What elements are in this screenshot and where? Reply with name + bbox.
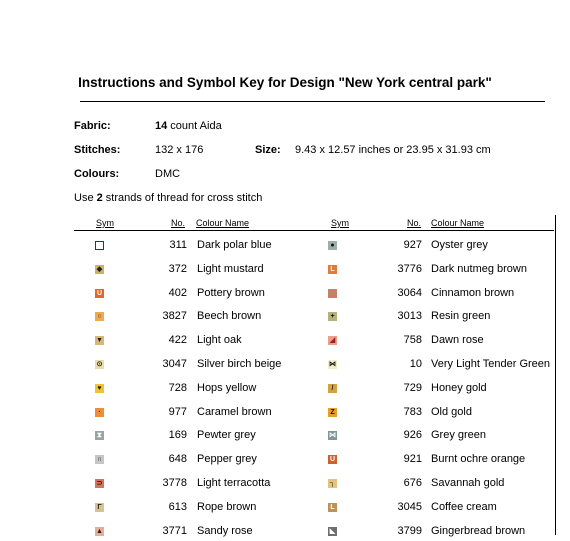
thread-number: 372 xyxy=(168,262,187,275)
thread-number: 977 xyxy=(168,405,187,418)
key-row xyxy=(95,310,320,326)
colour-name: Light mustard xyxy=(197,262,264,275)
colours-value: DMC xyxy=(155,168,181,180)
thread-number: 3799 xyxy=(397,524,422,537)
key-row xyxy=(95,453,320,469)
thread-number: 169 xyxy=(168,429,187,442)
thread-number: 927 xyxy=(403,239,422,251)
colour-name: Hops yellow xyxy=(197,381,257,394)
strand-count: 2 xyxy=(96,192,103,204)
left-sym-header: Sym xyxy=(96,218,114,228)
symbol-swatch: + xyxy=(328,312,337,321)
colour-name: Dark polar blue xyxy=(197,239,272,251)
colour-name: Grey green xyxy=(431,429,487,442)
colour-name: Resin green xyxy=(431,310,491,323)
thread-number: 3776 xyxy=(397,262,422,275)
key-row xyxy=(328,501,560,517)
thread-number: 926 xyxy=(403,429,422,442)
thread-number: 3047 xyxy=(162,358,187,370)
symbol-swatch: L xyxy=(328,265,337,274)
colour-name: Cinnamon brown xyxy=(431,286,515,299)
colour-name: Sandy rose xyxy=(197,524,253,537)
symbol-swatch: ⋈ xyxy=(329,432,336,440)
key-row xyxy=(95,429,320,445)
colour-name: Pepper grey xyxy=(197,453,257,466)
symbol-swatch xyxy=(328,289,337,298)
thread-number: 648 xyxy=(168,453,187,466)
left-name-header: Colour Name xyxy=(196,218,250,228)
key-row xyxy=(328,287,560,303)
colour-name: Light oak xyxy=(197,334,242,347)
fabric-value xyxy=(155,120,222,132)
thread-number: 3778 xyxy=(162,477,187,489)
key-row xyxy=(95,382,320,398)
colour-name: Oyster grey xyxy=(431,239,488,251)
key-row xyxy=(328,358,560,374)
key-row xyxy=(328,239,560,255)
symbol-swatch: / xyxy=(328,384,337,393)
key-row xyxy=(328,477,560,493)
symbol-swatch: ◣ xyxy=(329,527,336,535)
thread-number: 613 xyxy=(168,500,187,513)
key-row xyxy=(328,429,560,445)
key-row xyxy=(95,263,320,279)
symbol-swatch: ○ xyxy=(95,312,104,321)
colour-name: Caramel brown xyxy=(197,405,272,418)
key-row xyxy=(95,334,320,350)
symbol-swatch: ◢ xyxy=(329,337,336,345)
key-row xyxy=(95,477,320,493)
thread-number: 311 xyxy=(169,239,187,251)
colour-name: Savannah gold xyxy=(431,477,505,489)
thread-number: 758 xyxy=(403,334,422,347)
thread-number: 921 xyxy=(403,453,422,466)
key-row xyxy=(95,406,320,422)
colour-name: Pewter grey xyxy=(197,429,256,442)
stitches-value: 132 x 176 xyxy=(155,144,204,156)
colour-name: Pottery brown xyxy=(197,286,265,299)
colour-name: Gingerbread brown xyxy=(431,524,526,537)
symbol-swatch: ⧗ xyxy=(95,431,104,440)
colour-name: Very Light Tender Green xyxy=(431,358,551,370)
thread-instruction xyxy=(74,192,262,204)
left-no-header: No. xyxy=(171,218,186,228)
thread-number: 728 xyxy=(168,381,187,394)
key-row xyxy=(328,334,560,350)
symbol-swatch: ⊃ xyxy=(96,480,103,487)
colour-name: Burnt ochre orange xyxy=(431,453,526,466)
symbol-swatch: ⋈ xyxy=(329,361,336,368)
symbol-swatch: U xyxy=(96,289,103,297)
colour-name: Honey gold xyxy=(431,381,487,394)
key-row xyxy=(95,358,320,374)
thread-number: 3827 xyxy=(162,310,187,323)
symbol-swatch: U xyxy=(329,456,336,464)
thread-number: 3064 xyxy=(397,286,422,299)
thread-number: 3771 xyxy=(162,524,187,537)
symbol-swatch: ▲ xyxy=(96,527,103,535)
symbol-swatch: ⊙ xyxy=(96,361,103,368)
thread-number: 3013 xyxy=(397,310,422,323)
symbol-swatch xyxy=(95,241,104,250)
symbol-swatch: Z xyxy=(328,408,337,417)
key-row xyxy=(328,453,560,469)
stitches-label: Stitches: xyxy=(74,144,121,156)
key-row xyxy=(95,501,320,517)
symbol-swatch: ● xyxy=(328,241,337,250)
key-row xyxy=(328,382,560,398)
thread-number: 783 xyxy=(403,405,422,418)
colours-label: Colours: xyxy=(74,168,120,180)
right-no-header: No. xyxy=(407,218,422,228)
key-header-rule xyxy=(74,230,554,231)
key-row xyxy=(328,406,560,422)
colour-name: Light terracotta xyxy=(197,477,271,489)
key-row xyxy=(328,525,560,541)
key-row xyxy=(95,525,320,541)
size-value: 9.43 x 12.57 inches or 23.95 x 31.93 cm xyxy=(295,144,491,156)
symbol-swatch: L xyxy=(328,503,337,512)
key-row xyxy=(328,310,560,326)
instruction-pre: Use xyxy=(74,192,97,204)
title-divider xyxy=(80,101,545,102)
page-title: Instructions and Symbol Key for Design "New York central park" xyxy=(78,75,492,90)
fabric-label: Fabric: xyxy=(74,120,111,132)
colour-name: Dark nutmeg brown xyxy=(431,262,527,275)
fabric-type: count Aida xyxy=(167,120,222,132)
symbol-swatch: Γ xyxy=(95,503,104,512)
symbol-swatch: ◆ xyxy=(96,265,103,273)
key-row xyxy=(95,239,320,255)
colour-name: Coffee cream xyxy=(431,500,497,513)
instruction-post: strands of thread for cross stitch xyxy=(102,192,263,204)
thread-number: 422 xyxy=(168,334,187,347)
right-sym-header: Sym xyxy=(331,218,349,228)
symbol-swatch: ♥ xyxy=(95,384,104,393)
thread-number: 729 xyxy=(403,381,422,394)
right-name-header: Colour Name xyxy=(431,218,485,228)
colour-name: Dawn rose xyxy=(431,334,484,347)
thread-number: 402 xyxy=(168,286,187,299)
symbol-swatch: · xyxy=(95,408,104,417)
symbol-swatch: ┐ xyxy=(328,479,337,488)
colour-name: Old gold xyxy=(431,405,472,418)
colour-name: Rope brown xyxy=(197,500,257,513)
thread-number: 10 xyxy=(409,358,422,370)
fabric-count: 14 xyxy=(155,120,168,132)
symbol-swatch: ∩ xyxy=(96,456,103,464)
key-row xyxy=(328,263,560,279)
symbol-swatch: ▼ xyxy=(96,337,103,345)
colour-name: Beech brown xyxy=(197,310,262,323)
thread-number: 676 xyxy=(403,477,422,489)
size-label: Size: xyxy=(255,144,281,156)
key-row xyxy=(95,287,320,303)
thread-number: 3045 xyxy=(397,500,422,513)
colour-name: Silver birch beige xyxy=(197,358,282,370)
